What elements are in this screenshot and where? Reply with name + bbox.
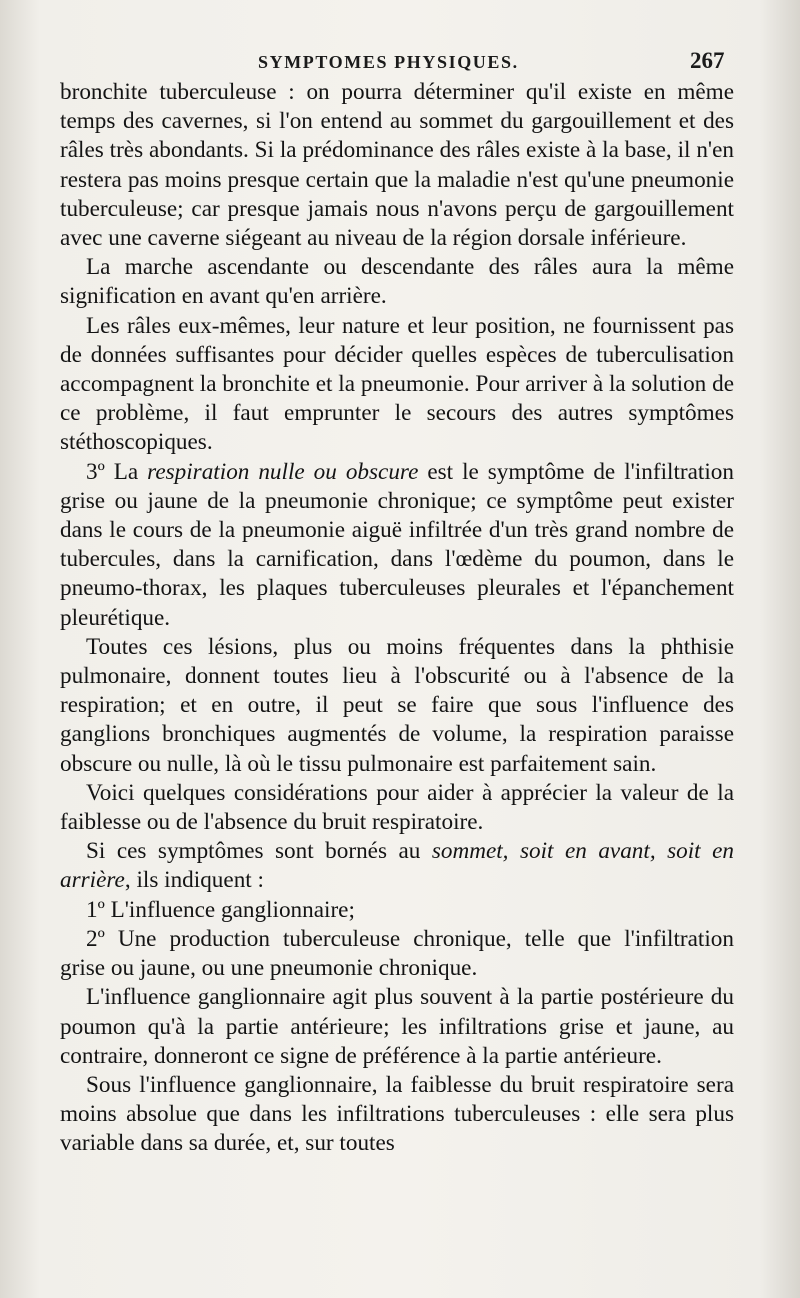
body-text — [60, 78, 734, 1159]
paragraph — [60, 312, 734, 458]
paragraph — [60, 779, 734, 837]
text-run: Voici quelques considérations pour aider à apprécier la valeur de la faiblesse ou de l'absence du bruit respiratoire. — [60, 779, 734, 836]
text-run: Si ces symptômes sont bornés au — [86, 838, 432, 865]
paragraph — [60, 925, 734, 983]
running-head — [0, 48, 800, 78]
paragraph — [60, 983, 734, 1071]
text-run: Les râles eux-mêmes, leur nature et leur position, ne fournissent pas de données suffisantes pour décider quelles espèces de tuberculisation accompagnent la bronchite et la pneumonie. Pour arriver à la solution de ce problème, il faut emprunter le secours des autres symptômes stéthoscopiques. — [60, 312, 734, 456]
italic-phrase: sommet, soit en avant, soit en arrière — [60, 838, 734, 894]
text-run: 2º Une production tuberculeuse chronique, telle que l'infiltration grise ou jaune, ou une pneumonie chronique. — [60, 925, 734, 982]
text-run: La marche ascendante ou descendante des râles aura la même signification en avant qu'en arrière. — [60, 254, 734, 310]
text-run: 3º La — [86, 458, 148, 485]
text-run: Toutes ces lésions, plus ou moins fréquentes dans la phthisie pulmonaire, donnent toutes lieu à l'obscurité ou à l'absence de la respiration; et en outre, il peut se faire que sous l'influence des ganglions bronchiques augmentés de volume, la respiration paraisse obscure ou nulle, là où le tissu pulmonaire est parfaitement sain. — [60, 633, 734, 777]
text-run: Sous l'influence ganglionnaire, la faiblesse du bruit respiratoire sera moins absolue que dans les infiltrations tuberculeuses : elle sera plus variable dans sa durée, et, sur toutes — [60, 1071, 734, 1157]
paragraph — [60, 896, 734, 925]
paragraph — [60, 837, 734, 895]
text-run: 1º L'influence ganglionnaire; — [86, 896, 355, 923]
text-run: , ils indiquent : — [124, 867, 264, 894]
text-run: est le symptôme de l'infiltration grise ou jaune de la pneumonie chronique; ce symptôme peut exister dans le cours de la pneumonie aiguë infiltrée d'un très grand nombre de tubercules, dans la carnification, dans l'œdème du poumon, dans le pneumo-thorax, les plaques tuberculeuses pleurales et l'épanchement pleurétique. — [60, 458, 734, 631]
paragraph — [60, 1071, 734, 1159]
running-title: SYMPTOMES PHYSIQUES. — [258, 52, 519, 72]
text-run: bronchite tuberculeuse : on pourra déterminer qu'il existe en même temps des cavernes, si l'on entend au sommet du gargouillement et des râles très abondants. Si la prédominance des râles existe à la base, il n'en restera pas moins presque certain que la maladie n'est qu'une pneumonie tuberculeuse; car presque jamais nous n'avons perçu de gargouillement avec une caverne siégeant au niveau de la région dorsale inférieure. — [60, 79, 734, 252]
paragraph — [60, 458, 734, 633]
paragraph — [60, 633, 734, 779]
paragraph — [60, 78, 734, 253]
text-run: L'influence ganglionnaire agit plus souvent à la partie postérieure du poumon qu'à la partie antérieure; les infiltrations grise et jaune, au contraire, donneront ce signe de préférence à la partie antérieure. — [60, 984, 734, 1069]
page-number: 267 — [690, 48, 725, 73]
italic-phrase: respiration nulle ou obscure — [147, 458, 419, 485]
paragraph — [60, 253, 734, 311]
